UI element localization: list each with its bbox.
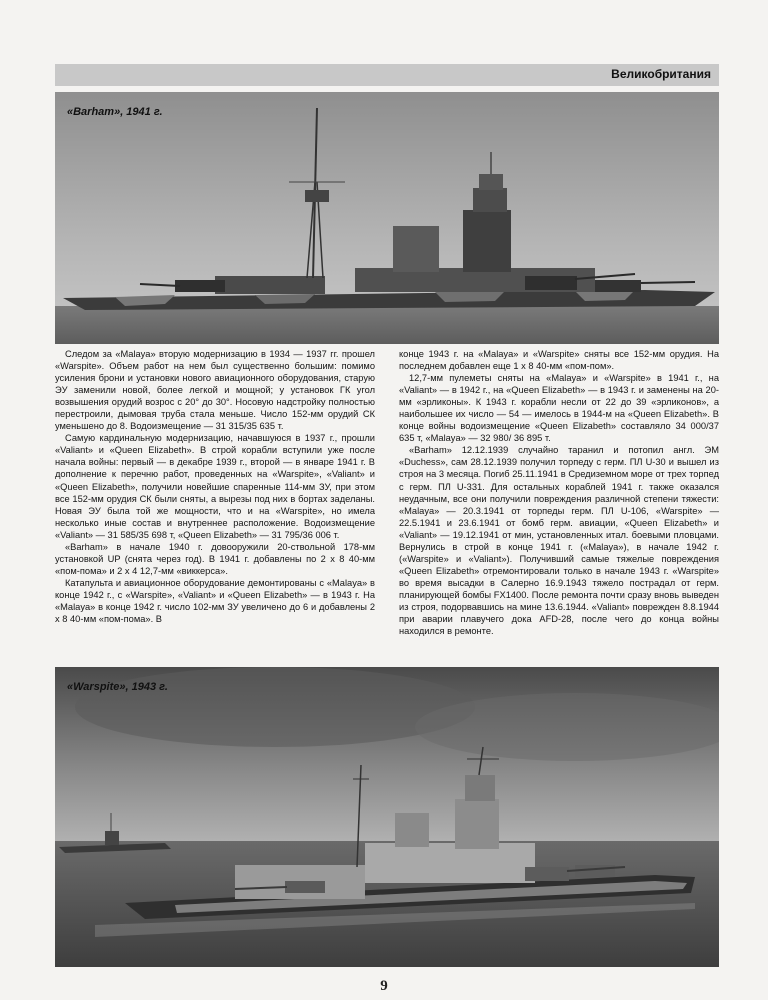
page-number: 9 xyxy=(380,978,388,994)
photo-warspite xyxy=(55,667,719,967)
photo-warspite-image xyxy=(55,667,719,967)
paragraph: 12,7-мм пулеметы сняты на «Malaya» и «Warspite» в 1941 г., на «Valiant» — в 1942 г., на «Queen Elizabeth» — в 1943 г. и заменены на 20-мм «эрликоны». К 1943 г. корабли несли от 22 до 39 «эрликонов», а наибольшее их число — 54 — имелось в 1944-м на «Queen Elizabeth». В конце войны водоизмещение «Queen Elizabeth» составляло 34 000/37 635 т, «Malaya» — 32 980/ 36 895 т. xyxy=(399,373,719,444)
section-title: Великобритания xyxy=(611,67,711,81)
photo-barham-image xyxy=(55,92,719,344)
text-column-left xyxy=(55,348,375,662)
paragraph: Самую кардинальную модернизацию, начавшуюся в 1937 г., прошли «Valiant» и «Queen Elizabeth». В строй корабли вступили уже после начала войны: первый — в декабре 1939 г., второй — в январе 1941 г. В дополнение к перечню работ, проведенных на «Warspite», «Valiant» и «Queen Elizabeth», получили новейшие спаренные 114-мм ЗУ, при этом все 152-мм орудия СК были сняты, а вырезы под них в бортах заделаны. Новая ЭУ была той же мощности, что и на «Warspite», но имела несколько иные состав и внутреннее расположение. Водоизмещение «Valiant» — 31 585/35 698 т, «Queen Elizabeth» — 31 795/36 006 т. xyxy=(55,433,375,540)
paragraph: «Barham» в начале 1940 г. довооружили 20-ствольной 178-мм установкой UP (снята через год). В 1941 г. добавлены по 2 x 8 40-мм «пом-пома» и 2 x 4 12,7-мм «виккерса». xyxy=(55,541,375,576)
text-column-right xyxy=(399,348,719,662)
photo-caption-barham: «Barham», 1941 г. xyxy=(67,106,163,118)
photo-barham xyxy=(55,92,719,344)
photo-caption-warspite: «Warspite», 1943 г. xyxy=(67,681,168,693)
paragraph: конце 1943 г. на «Malaya» и «Warspite» сняты все 152-мм орудия. На последнем добавлен еще 1 x 8 40-мм «пом-пом». xyxy=(399,349,719,372)
paragraph: Следом за «Malaya» вторую модернизацию в 1934 — 1937 гг. прошел «Warspite». Объем работ на нем был существенно большим: помимо усиления брони и установки нового авиационного оборудования, старую ЭУ заменили новой, более легкой и мощной; у установок ГК угол возвышения орудий возрос с 20° до 30°. Носовую надстройку полностью перестроили, дымовая труба стала меньше. Число 152-мм орудий СК уменьшено до 8. Водоизмещение — 31 315/35 635 т. xyxy=(55,349,375,432)
paragraph: Катапульта и авиационное оборудование демонтированы с «Malaya» в конце 1942 г., с «Warspite», «Valiant» и «Queen Elizabeth» — в 1943 г. На «Malaya» в конце 1942 г. число 102-мм ЗУ увеличено до 6 и добавлены 2 x 8 40-мм «пом-пома». В xyxy=(55,577,375,625)
paragraph: «Barham» 12.12.1939 случайно таранил и потопил англ. ЭМ «Duchess», сам 28.12.1939 получил торпеду с герм. ПЛ U-30 и вышел из строя на 3 месяца. Погиб 25.11.1941 в Средиземном море от трех торпед с герм. ПЛ U-331. Для остальных кораблей 1941 г. также оказался неудачным, все они получили повреждения различной степени тяжести: «Malaya» — 20.3.1941 от торпеды герм. ПЛ U-106, «Warspite» — 22.5.1941 и 23.6.1941 от бомб герм. авиации, «Queen Elizabeth» и «Valiant» — 19.12.1941 от мин, установленных итал. боевыми пловцами. Вернулись в строй в конце 1941 г. («Malaya»), в начале 1942 г. («Warspite» и «Valiant»). Получивший самые тяжелые повреждения «Queen Elizabeth» отремонтировали только в начале 1943 г. «Warspite» во время высадки в Салерно 16.9.1943 тяжело пострадал от герм. планирующей бомбы FX1400. После ремонта почти сразу вновь выведен из строя, подорвавшись на мине 13.6.1944. «Valiant» поврежден 8.8.1944 при аварии плавучего дока AFD-28, после чего до конца войны находился в ремонте. xyxy=(399,445,719,637)
section-header-bar xyxy=(55,64,719,86)
